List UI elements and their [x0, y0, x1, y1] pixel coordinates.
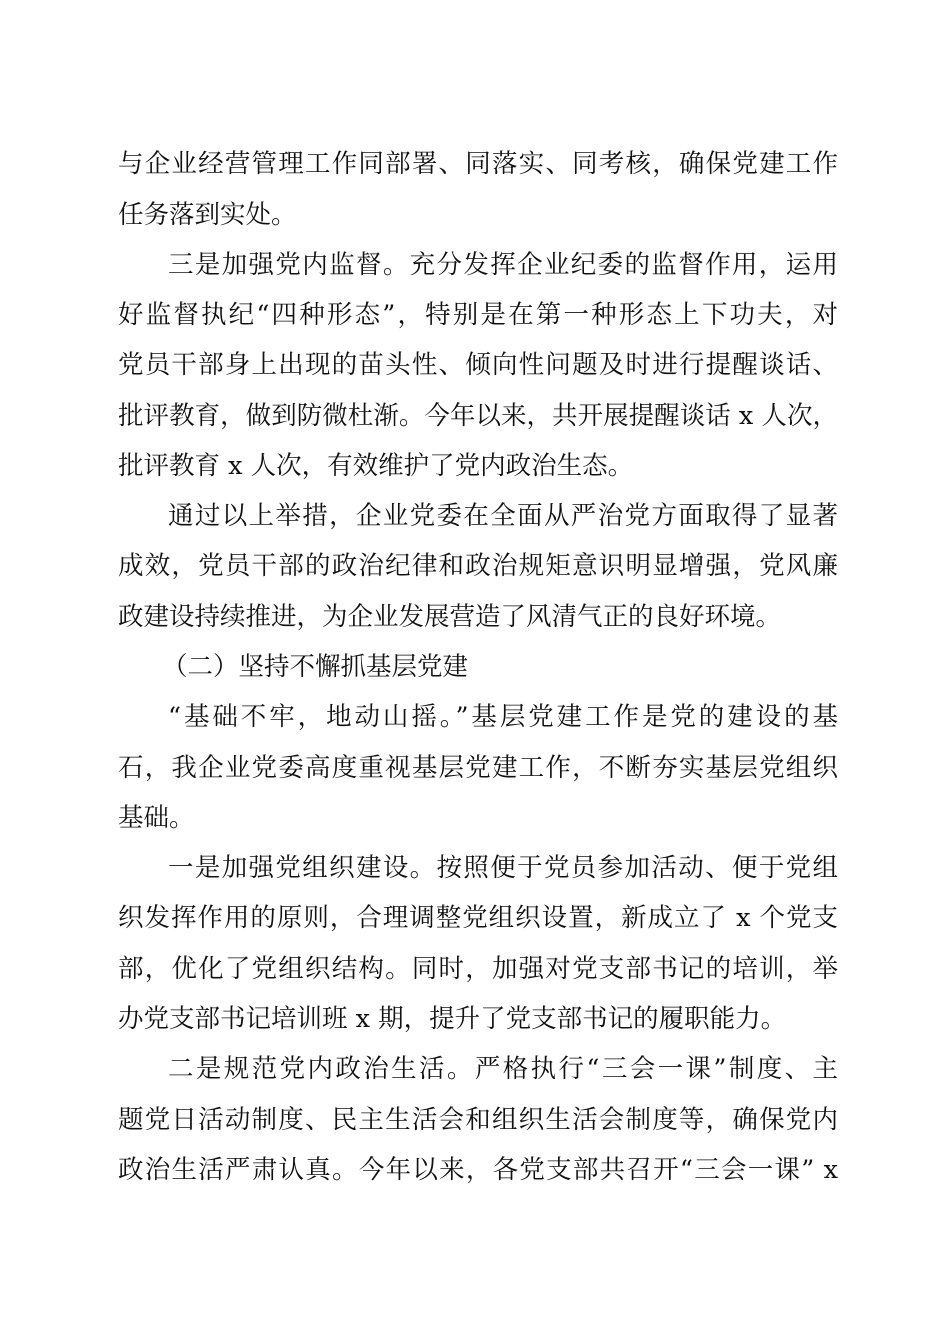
text-line: 石，我企业党委高度重视基层党建工作，不断夯实基层党组织 — [118, 753, 838, 783]
paragraph-first-line: 通过以上举措，企业党委在全面从严治党方面取得了显著 — [168, 501, 838, 531]
paragraph-first-line: 三是加强党内监督。充分发挥企业纪委的监督作用，运用 — [168, 250, 838, 280]
text-line: 批评教育，做到防微杜渐。今年以来，共开展提醒谈话 x 人次， — [118, 401, 838, 431]
text-line: 题党日活动制度、民主生活会和组织生活会制度等，确保党内 — [118, 1105, 838, 1135]
paragraph-first-line: 一是加强党组织建设。按照便于党员参加活动、便于党组 — [168, 853, 838, 883]
text-line: 党员干部身上出现的苗头性、倾向性问题及时进行提醒谈话、 — [118, 350, 838, 380]
text-line: 基础。 — [118, 803, 195, 833]
section-heading: （二）坚持不懈抓基层党建 — [162, 652, 469, 682]
text-line: 成效，党员干部的政治纪律和政治规矩意识明显增强，党风廉 — [118, 551, 838, 581]
text-line: 好监督执纪“四种形态”，特别是在第一种形态上下功夫，对 — [118, 300, 838, 330]
text-line: 部，优化了党组织结构。同时，加强对党支部书记的培训，举 — [118, 954, 838, 984]
paragraph-first-line: “基础不牢，地动山摇。”基层党建工作是党的建设的基 — [168, 702, 838, 732]
text-line: 办党支部书记培训班 x 期，提升了党支部书记的履职能力。 — [118, 1004, 787, 1034]
text-line: 批评教育 x 人次，有效维护了党内政治生态。 — [118, 451, 634, 481]
text-line: 政治生活严肃认真。今年以来，各党支部共召开“三会一课” x — [118, 1155, 838, 1185]
paragraph-first-line: 二是规范党内政治生活。严格执行“三会一课”制度、主 — [168, 1054, 838, 1084]
text-line: 与企业经营管理工作同部署、同落实、同考核，确保党建工作 — [118, 149, 838, 179]
text-line: 织发挥作用的原则，合理调整党组织设置，新成立了 x 个党支 — [118, 903, 838, 933]
text-line: 任务落到实处。 — [118, 200, 297, 230]
text-line: 政建设持续推进，为企业发展营造了风清气正的良好环境。 — [118, 602, 782, 632]
